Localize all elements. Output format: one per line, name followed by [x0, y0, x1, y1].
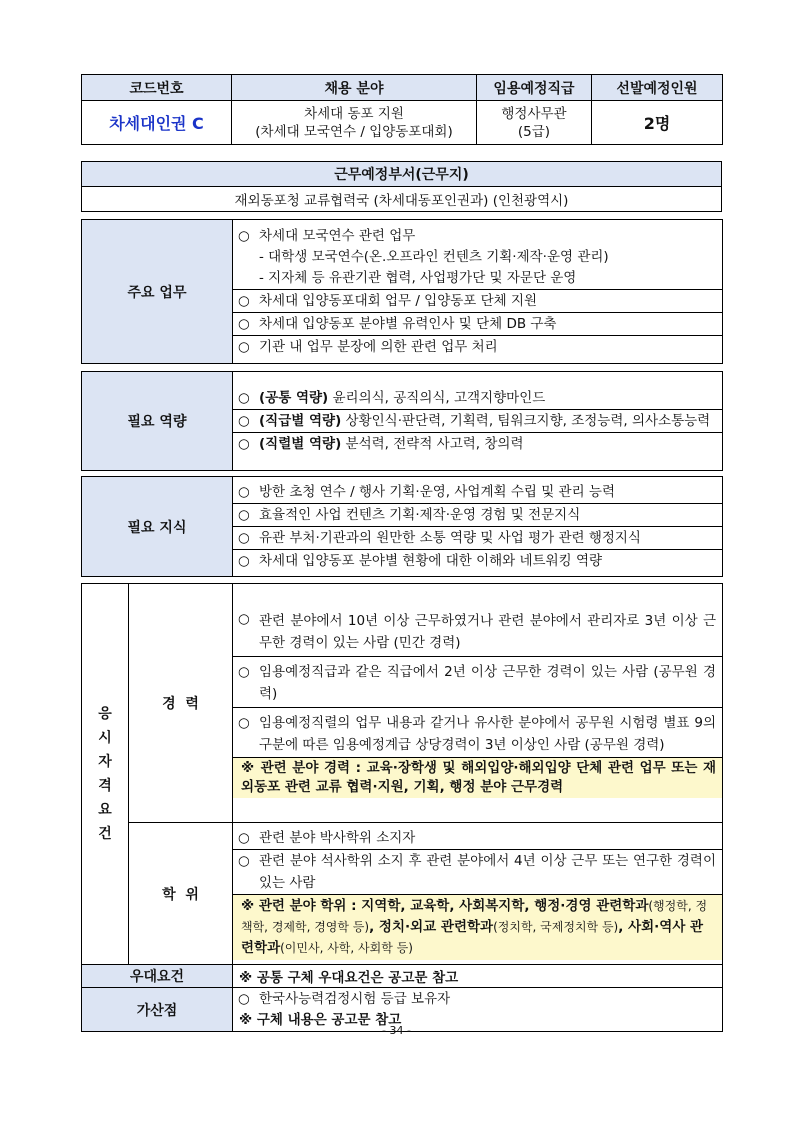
code-value: 차세대인권 C [82, 101, 232, 145]
field-line2: (차세대 모국연수 / 입양동포대회) [255, 123, 453, 140]
dept-table [81, 161, 722, 212]
knowledge-content [233, 477, 723, 577]
degree-item: ○ 관련 분야 석사학위 소지 후 관련 분야에서 4년 이상 근무 또는 연구한 경력이 있는 사람 [233, 849, 722, 894]
page-number: - 34 - [382, 1024, 411, 1037]
duty-subitem: - 지자체 등 유관기관 협력, 사업평가단 및 자문단 운영 [259, 270, 577, 286]
duty-item: ○ 차세대 모국연수 관련 업무 [238, 228, 416, 244]
bonus-note: ※ 구체 내용은 공고문 참고 [239, 1012, 402, 1028]
dept-header: 근무예정부서(근무지) [82, 162, 722, 187]
header-field: 채용 분야 [232, 75, 477, 101]
knowledge-label: 필요 지식 [82, 477, 233, 577]
knowledge-item: ○ 방한 초청 연수 / 행사 기획·운영, 사업계획 수립 및 관리 능력 [238, 484, 615, 500]
duties-label: 주요 업무 [82, 220, 233, 364]
career-item: ○ 임용예정직급과 같은 직급에서 2년 이상 근무한 경력이 있는 사람 (공무원 경력) [233, 656, 722, 707]
bonus-label: 가산점 [82, 988, 233, 1032]
dept-value: 재외동포청 교류협력국 (차세대동포인권과) (인천광역시) [82, 187, 722, 212]
header-count: 선발예정인원 [592, 75, 723, 101]
career-label: 경 력 [129, 584, 233, 823]
duty-subitem: - 대학생 모국연수(온.오프라인 컨텐츠 기획·제작·운영 관리) [259, 249, 609, 265]
preference-label: 우대요건 [82, 965, 233, 988]
rank-line1: 행정사무관 [501, 105, 567, 122]
knowledge-item: ○ 차세대 입양동포 분야별 현황에 대한 이해와 네트워킹 역량 [233, 549, 722, 572]
knowledge-table [81, 476, 723, 577]
degree-item: ○ 관련 분야 박사학위 소지자 [238, 830, 416, 846]
duty-item: ○ 차세대 입양동포대회 업무 / 입양동포 단체 지원 [233, 289, 722, 312]
qualification-table [81, 583, 723, 1032]
qualification-label: 응 시 자 격 요 건 [82, 584, 129, 965]
competency-table [81, 371, 723, 471]
knowledge-item: ○ 유관 부처·기관과의 원만한 소통 역량 및 사업 평가 관련 행정지식 [233, 526, 722, 549]
duties-table [81, 219, 723, 364]
competency-item: ○ (직렬별 역량) 분석력, 전략적 사고력, 창의력 [233, 432, 722, 455]
header-rank: 임용예정직급 [477, 75, 592, 101]
header-code: 코드번호 [82, 75, 232, 101]
duties-content [233, 220, 723, 364]
rank-value [477, 101, 592, 145]
career-note: ※ 관련 분야 경력 : 교육·장학생 및 해외입양·해외입양 단체 관련 업무 또는 재외동포 관련 교류 협력·지원, 기획, 행정 분야 근무경력 [233, 757, 722, 798]
career-item: ○ 임용예정직렬의 업무 내용과 같거나 유사한 분야에서 공무원 시험령 별표 9의 구분에 따른 임용예정계급 상당경력이 3년 이상인 사람 (공무원 경력) [233, 707, 722, 757]
career-content [233, 584, 723, 823]
career-item: ○ 관련 분야에서 10년 이상 근무하였거나 관련 분야에서 관리자로 3년 이상 근무한 경력이 있는 사람 (민간 경력) [238, 611, 716, 651]
degree-label: 학 위 [129, 823, 233, 965]
competency-content [233, 372, 723, 471]
competency-label: 필요 역량 [82, 372, 233, 471]
competency-item: ○ (공통 역량) 윤리의식, 공직의식, 고객지향마인드 [238, 390, 546, 406]
duty-item: ○ 기관 내 업무 분장에 의한 관련 업무 처리 [233, 335, 722, 358]
count-value: 2명 [592, 101, 723, 145]
degree-content [233, 823, 723, 965]
position-table [81, 74, 723, 145]
knowledge-item: ○ 효율적인 사업 컨텐츠 기획·제작·운영 경험 및 전문지식 [233, 503, 722, 526]
bonus-item: ○ 한국사능력검정시험 등급 보유자 [238, 991, 451, 1007]
field-value [232, 101, 477, 145]
rank-line2: (5급) [517, 123, 551, 140]
preference-value: ※ 공통 구체 우대요건은 공고문 참고 [233, 965, 723, 988]
field-line1: 차세대 동포 지원 [304, 105, 404, 122]
competency-item: ○ (직급별 역량) 상황인식·판단력, 기획력, 팀워크지향, 조정능력, 의사소통능력 [233, 409, 722, 432]
degree-note: ※ 관련 분야 학위 : 지역학, 교육학, 사회복지학, 행정·경영 관련학과(행정학, 정책학, 경제학, 경영학 등), 정치·외교 관련학과(정치학, 국제정치학 등), 사회·역사 관련학과(이민사, 사학, 사회학 등) [233, 894, 722, 960]
duty-item: ○ 차세대 입양동포 분야별 유력인사 및 단체 DB 구축 [233, 312, 722, 335]
